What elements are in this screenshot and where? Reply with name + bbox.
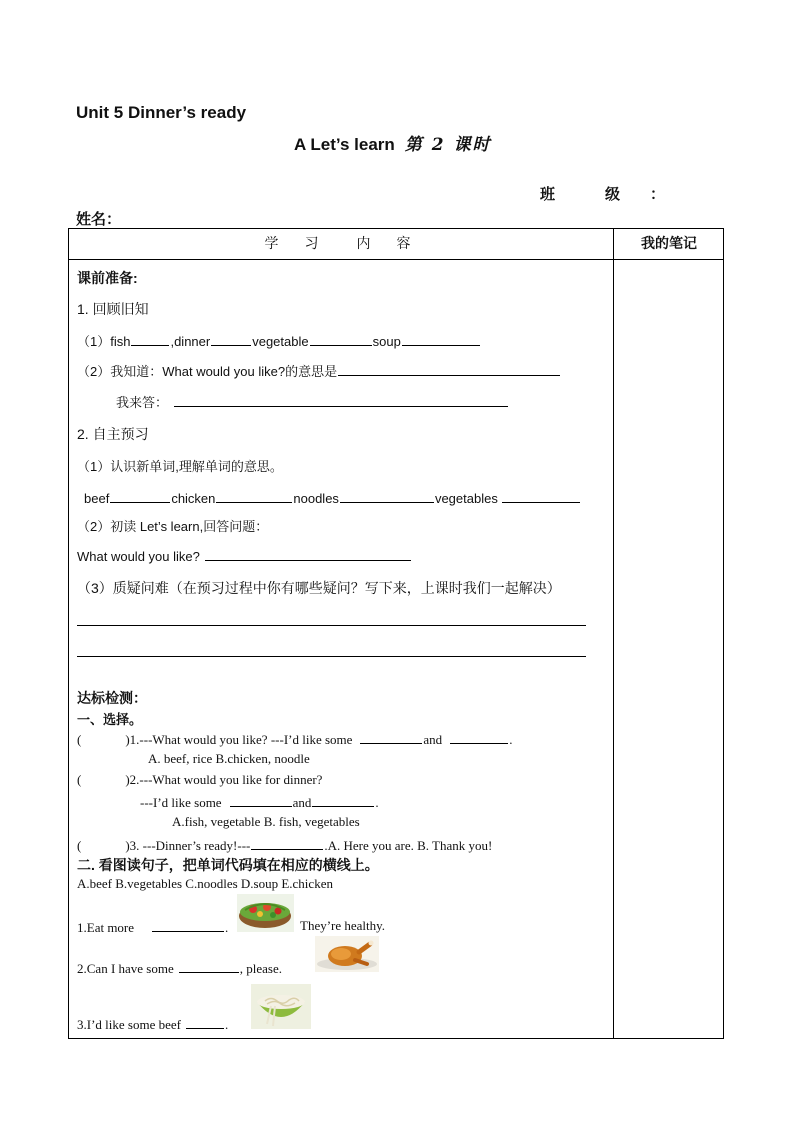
column-divider bbox=[613, 228, 614, 1039]
unit-title: Unit 5 Dinner’s ready bbox=[76, 103, 247, 122]
question-2 bbox=[77, 772, 322, 788]
answer-blank[interactable] bbox=[152, 918, 224, 932]
column-header-char: 内 bbox=[356, 235, 377, 251]
class-label-char1: 班 bbox=[540, 186, 556, 203]
column-header-notes: 我的笔记 bbox=[641, 235, 697, 251]
preview-title: 2. 自主预习 bbox=[77, 426, 149, 442]
noodle-bowl-image bbox=[251, 984, 311, 1029]
answer-blank[interactable] bbox=[110, 489, 170, 503]
class-label-char2: 级 bbox=[605, 186, 621, 203]
class-colon: ： bbox=[650, 186, 666, 203]
question-3 bbox=[77, 836, 492, 854]
preview-words bbox=[84, 489, 581, 506]
section-two-title: 二. 看图读句子，把单词代码填在相应的横线上。 bbox=[77, 857, 379, 873]
answer-blank[interactable] bbox=[186, 1015, 224, 1029]
lesson-name: A Let’s learn bbox=[294, 135, 395, 154]
lesson-title bbox=[294, 130, 491, 155]
answer-blank[interactable] bbox=[450, 730, 508, 744]
column-header-char: 容 bbox=[396, 235, 417, 251]
class-label bbox=[540, 183, 665, 204]
writing-line[interactable] bbox=[77, 656, 586, 657]
name-label: 姓名： bbox=[76, 211, 122, 228]
review-answer-label: 我来答： bbox=[116, 395, 169, 410]
review-answer bbox=[116, 392, 509, 411]
review-item-1 bbox=[77, 331, 481, 350]
answer-blank[interactable] bbox=[310, 332, 372, 346]
sentence-3 bbox=[77, 1015, 228, 1033]
question-2-options: A.fish, vegetable B. fish, vegetables bbox=[172, 814, 360, 829]
word-options: A.beef B.vegetables C.noodles D.soup E.chicken bbox=[77, 876, 333, 891]
salad-bowl-image bbox=[237, 894, 294, 932]
answer-blank[interactable] bbox=[338, 362, 560, 376]
answer-blank[interactable] bbox=[216, 489, 292, 503]
question-text: and bbox=[423, 732, 443, 747]
column-header-char: 习 bbox=[304, 235, 325, 251]
preview-item-1: （1）认识新单词,理解单词的意思。 bbox=[77, 459, 283, 474]
sentence-1-end: They’re healthy. bbox=[300, 918, 386, 933]
answer-blank[interactable] bbox=[205, 547, 411, 561]
word: chicken bbox=[171, 491, 216, 506]
header-divider bbox=[68, 259, 724, 260]
paren-open: ( bbox=[77, 732, 82, 747]
test-heading: 达标检测： bbox=[77, 690, 147, 706]
question-1-options: A. beef, rice B.chicken, noodle bbox=[148, 751, 310, 766]
writing-line[interactable] bbox=[77, 625, 586, 626]
column-header-char: 学 bbox=[264, 235, 285, 251]
answer-blank[interactable] bbox=[211, 332, 251, 346]
answer-blank[interactable] bbox=[312, 793, 374, 807]
question-text: ---I’d like some bbox=[140, 795, 222, 810]
answer-blank[interactable] bbox=[402, 332, 480, 346]
word: ,dinner bbox=[170, 334, 211, 349]
roast-chicken-image bbox=[315, 936, 379, 972]
sentence-text: . bbox=[225, 920, 229, 935]
word: soup bbox=[372, 334, 401, 349]
answer-blank[interactable] bbox=[174, 393, 508, 407]
sentence-text: 2.Can I have some bbox=[77, 961, 174, 976]
preview-item-2: （2）初读 Let’s learn,回答问题： bbox=[77, 519, 269, 534]
sentence-text: 3.I’d like some beef bbox=[77, 1017, 181, 1032]
prep-heading: 课前准备: bbox=[77, 270, 138, 286]
question-text: . bbox=[375, 795, 379, 810]
preview-question bbox=[77, 547, 412, 564]
question-text: )2.---What would you like for dinner? bbox=[125, 772, 323, 787]
answer-blank[interactable] bbox=[230, 793, 292, 807]
section-one-title: 一、选择。 bbox=[77, 712, 143, 727]
review-question: What would you like? bbox=[162, 364, 286, 379]
paren-open: ( bbox=[77, 772, 82, 787]
review-title: 1. 回顾旧知 bbox=[77, 301, 149, 317]
review-item-label: （1） bbox=[77, 334, 111, 349]
question-text: )3. ---Dinner’s ready!--- bbox=[125, 838, 251, 853]
answer-blank[interactable] bbox=[502, 489, 580, 503]
question-1 bbox=[77, 730, 512, 748]
answer-blank[interactable] bbox=[131, 332, 169, 346]
sentence-2 bbox=[77, 959, 282, 977]
answer-blank[interactable] bbox=[179, 959, 239, 973]
preview-item-3: （3）质疑问难（在预习过程中你有哪些疑问？写下来，上课时我们一起解决） bbox=[77, 580, 561, 596]
question-text: )1.---What would you like? ---I’d like some bbox=[125, 732, 353, 747]
answer-blank[interactable] bbox=[251, 836, 323, 850]
sentence-text: , please. bbox=[239, 961, 282, 976]
word: vegetable bbox=[252, 334, 309, 349]
preview-question-text: What would you like? bbox=[77, 549, 200, 564]
word: noodles bbox=[293, 491, 339, 506]
answer-blank[interactable] bbox=[340, 489, 434, 503]
lesson-period: 第 2 课时 bbox=[404, 135, 492, 155]
column-header-main bbox=[68, 228, 613, 259]
word: beef bbox=[84, 491, 110, 506]
word: vegetables bbox=[434, 491, 498, 506]
question-text: .A. Here you are. B. Thank you! bbox=[324, 838, 493, 853]
review-item-suffix: 的意思是 bbox=[285, 364, 338, 379]
question-2-line2 bbox=[140, 793, 379, 811]
answer-blank[interactable] bbox=[360, 730, 422, 744]
sentence-text: . bbox=[224, 1017, 229, 1032]
question-text: and bbox=[292, 795, 312, 810]
sentence-text: 1.Eat more bbox=[77, 920, 135, 935]
review-item-prefix: （2）我知道： bbox=[77, 364, 163, 379]
sentence-1 bbox=[77, 918, 228, 936]
paren-open: ( bbox=[77, 838, 82, 853]
word: fish bbox=[110, 334, 131, 349]
question-text: . bbox=[509, 732, 513, 747]
review-item-2 bbox=[77, 361, 561, 380]
